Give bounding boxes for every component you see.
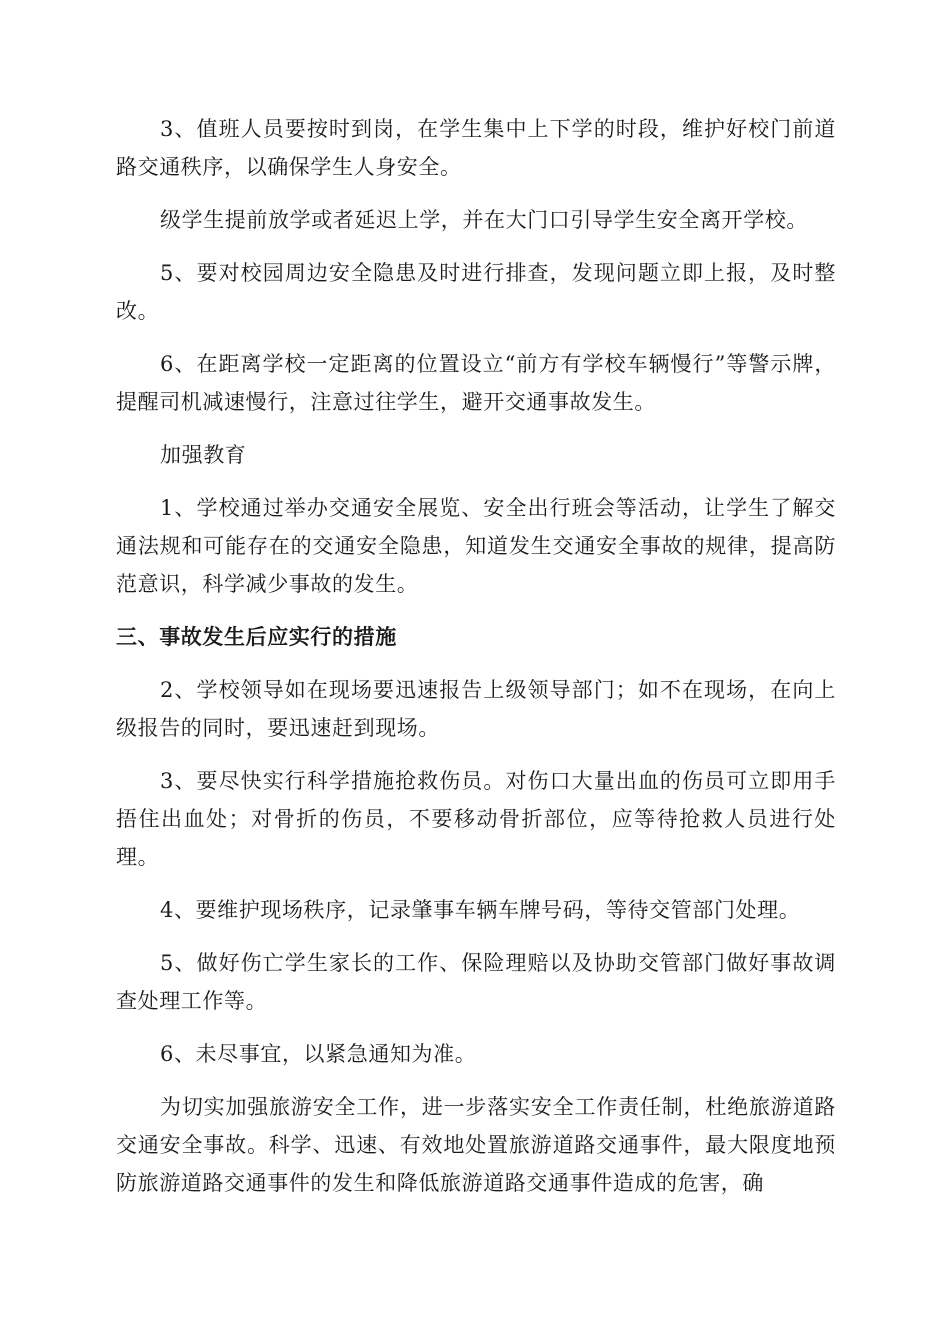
paragraph: 3、要尽快实行科学措施抢救伤员。对伤口大量出血的伤员可立即用手捂住出血处；对骨折的伤员，不要移动骨折部位，应等待抢救人员进行处理。	[116, 769, 836, 869]
paragraph: 级学生提前放学或者延迟上学，并在大门口引导学生安全离开学校。	[160, 208, 808, 232]
subheading-strengthen-education: 加强教育	[160, 443, 247, 467]
paragraph: 6、在距离学校一定距离的位置设立“前方有学校车辆慢行”等警示牌，提醒司机减速慢行，注意过往学生，避开交通事故发生。	[116, 352, 836, 414]
section-heading: 三、事故发生后应实行的措施	[116, 625, 397, 649]
paragraph: 2、学校领导如在现场要迅速报告上级领导部门；如不在现场，在向上级报告的同时，要迅速赶到现场。	[116, 678, 836, 740]
paragraph: 4、要维护现场秩序，记录肇事车辆车牌号码，等待交管部门处理。	[160, 898, 801, 922]
paragraph: 3、值班人员要按时到岗，在学生集中上下学的时段，维护好校门前道路交通秩序，以确保学生人身安全。	[116, 117, 836, 179]
document-body	[116, 110, 836, 1217]
paragraph: 5、要对校园周边安全隐患及时进行排查，发现问题立即上报，及时整改。	[116, 261, 836, 323]
paragraph: 5、做好伤亡学生家长的工作、保险理赔以及协助交管部门做好事故调查处理工作等。	[116, 951, 836, 1013]
paragraph: 为切实加强旅游安全工作，进一步落实安全工作责任制，杜绝旅游道路交通安全事故。科学、迅速、有效地处置旅游道路交通事件，最大限度地预防旅游道路交通事件的发生和降低旅游道路交通事件造成的危害，确	[116, 1095, 836, 1195]
paragraph: 1、学校通过举办交通安全展览、安全出行班会等活动，让学生了解交通法规和可能存在的交通安全隐患，知道发生交通安全事故的规律，提高防范意识，科学减少事故的发生。	[116, 496, 836, 596]
paragraph: 6、未尽事宜，以紧急通知为准。	[160, 1042, 477, 1066]
